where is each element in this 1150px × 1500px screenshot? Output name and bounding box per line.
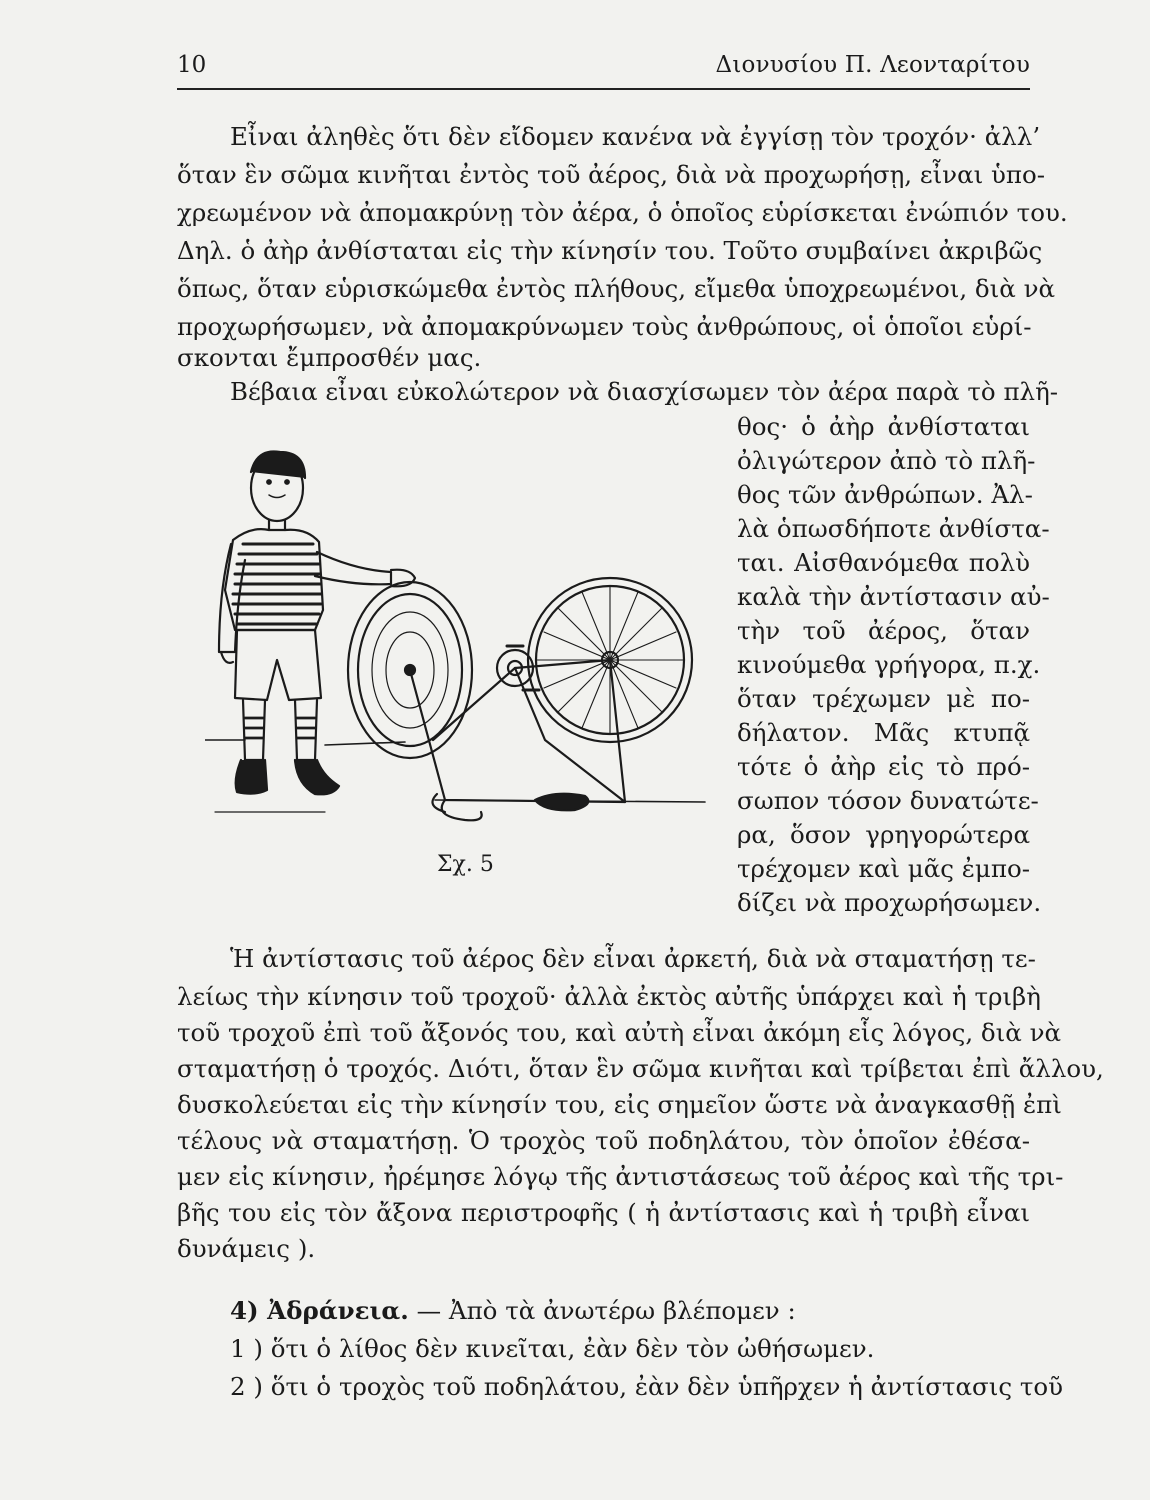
side-text-line: τρέχομεν καὶ μᾶς ἐμπο- xyxy=(737,854,1030,883)
side-text-line: ρα, ὅσον γρηγορώτερα xyxy=(737,820,1030,849)
side-text-line: θος τῶν ἀνθρώπων. Ἀλ- xyxy=(737,480,1033,509)
text-line: βῆς του εἰς τὸν ἄξονα περιστροφῆς ( ἡ ἀντίστασις καὶ ἡ τριβὴ εἶναι xyxy=(177,1198,1030,1227)
side-text-line: τότε ὁ ἀὴρ εἰς τὸ πρό- xyxy=(737,752,1030,781)
text-line: Ἡ ἀντίστασις τοῦ ἀέρος δὲν εἶναι ἀρκετή, διὰ νὰ σταματήσῃ τε- xyxy=(230,944,1036,973)
list-item: 2 ) ὅτι ὁ τροχὸς τοῦ ποδηλάτου, ἐὰν δὲν ὑπῆρχεν ἡ ἀντίστασις τοῦ xyxy=(230,1372,1064,1401)
page-number: 10 xyxy=(177,52,207,78)
text-line: Εἶναι ἀληθὲς ὅτι δὲν εἴδομεν κανένα νὰ ἐγγίσῃ τὸν τροχόν· ἀλλ’ xyxy=(230,122,1041,151)
text-line: δυσκολεύεται εἰς τὴν κίνησίν του, εἰς σημεῖον ὥστε νὰ ἀναγκασθῇ ἐπὶ xyxy=(177,1090,1062,1119)
side-text-line: σωπον τόσον δυνατώτε- xyxy=(737,786,1039,815)
text-line: Δηλ. ὁ ἀὴρ ἀνθίσταται εἰς τὴν κίνησίν του. Τοῦτο συμβαίνει ἀκριβῶς xyxy=(177,236,1043,265)
side-text-line: δήλατον. Μᾶς κτυπᾷ xyxy=(737,718,1030,747)
side-text-line: ὀλιγώτερον ἀπὸ τὸ πλῆ- xyxy=(737,446,1036,475)
text-line: σταματήσῃ ὁ τροχός. Διότι, ὅταν ἓν σῶμα κινῆται καὶ τρίβεται ἐπὶ ἄλλου, xyxy=(177,1054,1104,1083)
side-text-line: δίζει νὰ προχωρήσωμεν. xyxy=(737,888,1042,917)
text-line: τοῦ τροχοῦ ἐπὶ τοῦ ἄξονός του, καὶ αὐτὴ εἶναι ἀκόμη εἷς λόγος, διὰ νὰ xyxy=(177,1018,1062,1047)
text-line: δυνάμεις ). xyxy=(177,1234,316,1263)
section-heading: 4) Ἀδράνεια. xyxy=(230,1296,409,1325)
running-head: Διονυσίου Π. Λεονταρίτου xyxy=(715,52,1030,78)
page-header xyxy=(177,52,1030,86)
side-text-line: καλὰ τὴν ἀντίστασιν αὐ- xyxy=(737,582,1050,611)
side-text-line: λὰ ὁπωσδήποτε ἀνθίστα- xyxy=(737,514,1050,543)
text-line: χρεωμένον νὰ ἀπομακρύνῃ τὸν ἀέρα, ὁ ὁποῖος εὑρίσκεται ἐνώπιόν του. xyxy=(177,198,1068,227)
figure-caption: Σχ. 5 xyxy=(437,852,494,877)
text-line: προχωρήσωμεν, νὰ ἀπομακρύνωμεν τοὺς ἀνθρώπους, οἱ ὁποῖοι εὑρί- xyxy=(177,312,1032,341)
list-item: 1 ) ὅτι ὁ λίθος δὲν κινεῖται, ἐὰν δὲν τὸν ὠθήσωμεν. xyxy=(230,1334,875,1363)
section-heading-line xyxy=(230,1296,796,1326)
side-text-line: τὴν τοῦ ἀέρος, ὅταν xyxy=(737,616,1030,645)
side-text-line: ὅταν τρέχωμεν μὲ πο- xyxy=(737,684,1030,713)
side-text-line: θος· ὁ ἀὴρ ἀνθίσταται xyxy=(737,412,1030,441)
section-intro: — Ἀπὸ τὰ ἀνωτέρω βλέπομεν : xyxy=(408,1296,796,1325)
text-line: τέλους νὰ σταματήσῃ. Ὁ τροχὸς τοῦ ποδηλάτου, τὸν ὁποῖον ἐθέσα- xyxy=(177,1126,1030,1155)
text-line: ὅταν ἓν σῶμα κινῆται ἐντὸς τοῦ ἀέρος, διὰ νὰ προχωρήσῃ, εἶναι ὑπο- xyxy=(177,160,1046,189)
header-rule xyxy=(177,88,1030,90)
text-line: ὅπως, ὅταν εὑρισκώμεθα ἐντὸς πλήθους, εἴμεθα ὑποχρεωμένοι, διὰ νὰ xyxy=(177,274,1056,303)
text-line: μεν εἰς κίνησιν, ἠρέμησε λόγῳ τῆς ἀντιστάσεως τοῦ ἀέρος καὶ τῆς τρι- xyxy=(177,1162,1064,1191)
text-line: σκονται ἔμπροσθέν μας. xyxy=(177,343,482,372)
side-text-line: κινούμεθα γρήγορα, π.χ. xyxy=(737,650,1041,679)
figure-boy-bicycle xyxy=(205,440,725,840)
text-line: λείως τὴν κίνησιν τοῦ τροχοῦ· ἀλλὰ ἐκτὸς αὐτῆς ὑπάρχει καὶ ἡ τριβὴ xyxy=(177,982,1041,1011)
text-line: Βέβαια εἶναι εὐκολώτερον νὰ διασχίσωμεν τὸν ἀέρα παρὰ τὸ πλῆ- xyxy=(230,377,1059,406)
side-text-line: ται. Αἰσθανόμεθα πολὺ xyxy=(737,548,1030,577)
